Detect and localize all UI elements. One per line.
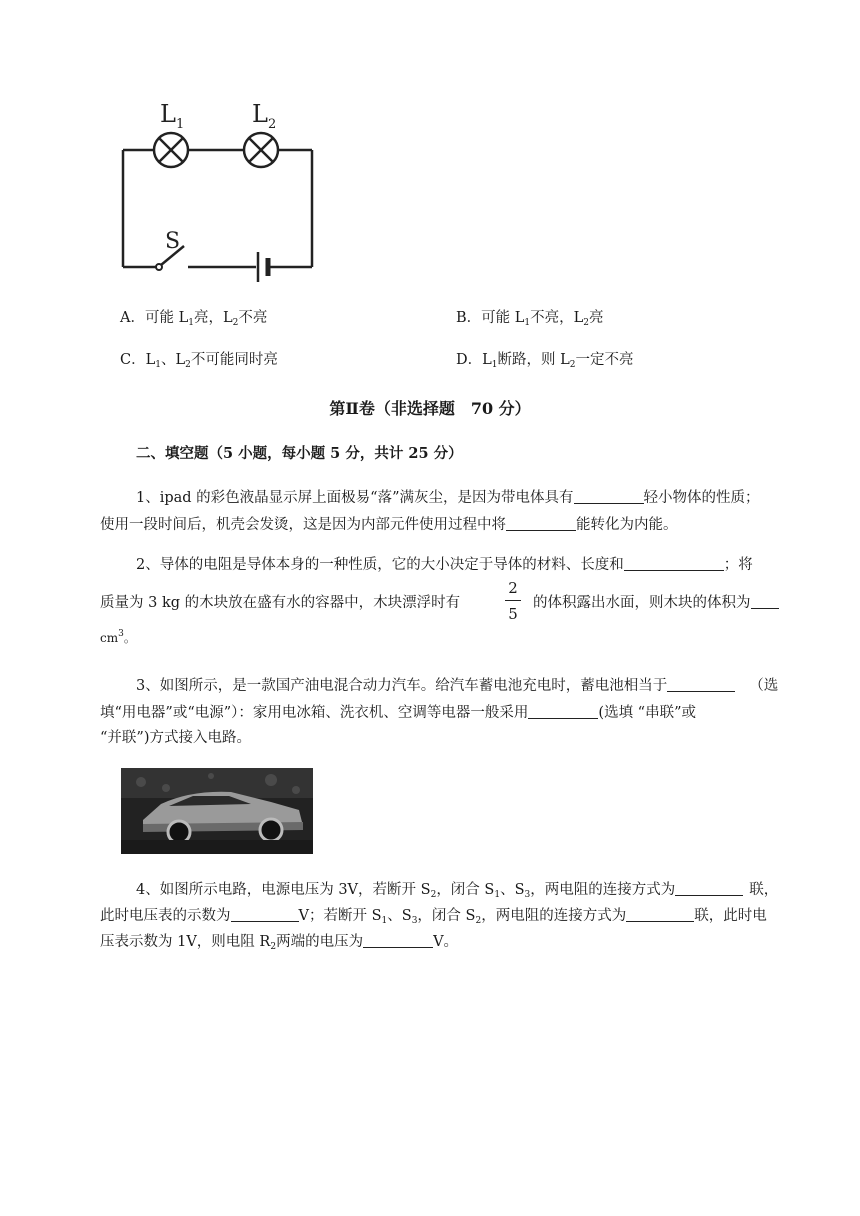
question-3-line-3: “并联”)方式接入电路。 (100, 730, 251, 746)
question-4-line-3: 压表示数为 1V，则电阻 $R_2$两端的电压为 V。 (100, 934, 459, 952)
question-2-line-2b: 的体积露出水面，则木块的体积为 (533, 593, 779, 613)
question-2-line-2a: 质量为 3 kg 的木块放在盛有水的容器中，木块漂浮时有 (100, 595, 461, 611)
question-4-line-1: 4、如图所示电路，电源电压为 3V，若断开 $S_2$，闭合 $S_1$、$S_3$，两电阻的连接方式为 联， (136, 882, 779, 900)
fraction-numerator: 2 (508, 579, 518, 597)
switch-label: S (165, 229, 181, 254)
answer-blank[interactable] (574, 489, 644, 504)
option-d: D．$L_1$断路，则 $L_2$一定不亮 (456, 352, 634, 370)
section-title: 第Ⅱ卷（非选择题 70 分） (329, 399, 531, 418)
option-a: A．可能 $L_1$亮，$L_2$不亮 (120, 310, 268, 328)
fraction-denominator: 5 (508, 605, 518, 623)
answer-blank[interactable] (626, 907, 694, 922)
car-photo (121, 768, 313, 854)
battery-symbol (258, 252, 268, 282)
question-2-line-3: $cm^3$。 (100, 629, 136, 645)
question-3-line-2: 填“用电器”或“电源”）：家用电冰箱、洗衣机、空调等电器一般采用 (选填 “串联”或 (100, 705, 696, 721)
switch-contact (156, 264, 162, 270)
option-b: B．可能 $L_1$不亮，$L_2$亮 (456, 310, 604, 328)
answer-blank[interactable] (675, 881, 743, 896)
option-c: C．$L_1$、$L_2$不可能同时亮 (120, 352, 278, 370)
lamp-l2-symbol (244, 133, 278, 167)
question-3-line-1: 3、如图所示，是一款国产油电混合动力汽车。给汽车蓄电池充电时，蓄电池相当于 （选 (136, 678, 779, 694)
answer-blank[interactable] (506, 516, 576, 531)
lamp-l2-label: $L_2$ (252, 100, 277, 132)
question-4-line-2: 此时电压表的示数为 V；若断开 $S_1$、$S_3$，闭合 $S_2$，两电阻的连接方式为 联，此时电 (100, 908, 767, 926)
lamp-l1-label: $L_1$ (160, 100, 185, 132)
answer-blank[interactable] (751, 594, 779, 609)
circuit-diagram (118, 96, 318, 286)
question-1-line-2: 使用一段时间后，机壳会发烫，这是因为内部元件使用过程中将 能转化为内能。 (100, 517, 678, 533)
fill-blank-heading: 二、填空题（5 小题，每小题 5 分，共计 25 分） (136, 445, 463, 462)
fraction-bar (505, 600, 521, 601)
answer-blank[interactable] (624, 556, 724, 571)
answer-blank[interactable] (667, 677, 735, 692)
answer-blank[interactable] (363, 933, 433, 948)
answer-blank[interactable] (231, 907, 299, 922)
lamp-l1-symbol (154, 133, 188, 167)
question-2-line-1: 2、导体的电阻是导体本身的一种性质，它的大小决定于导体的材料、长度和 ；将 (136, 557, 753, 573)
answer-blank[interactable] (528, 704, 598, 719)
question-1-line-1: 1、ipad 的彩色液晶显示屏上面极易“落”满灰尘，是因为带电体具有 轻小物体的性质； (136, 490, 760, 506)
